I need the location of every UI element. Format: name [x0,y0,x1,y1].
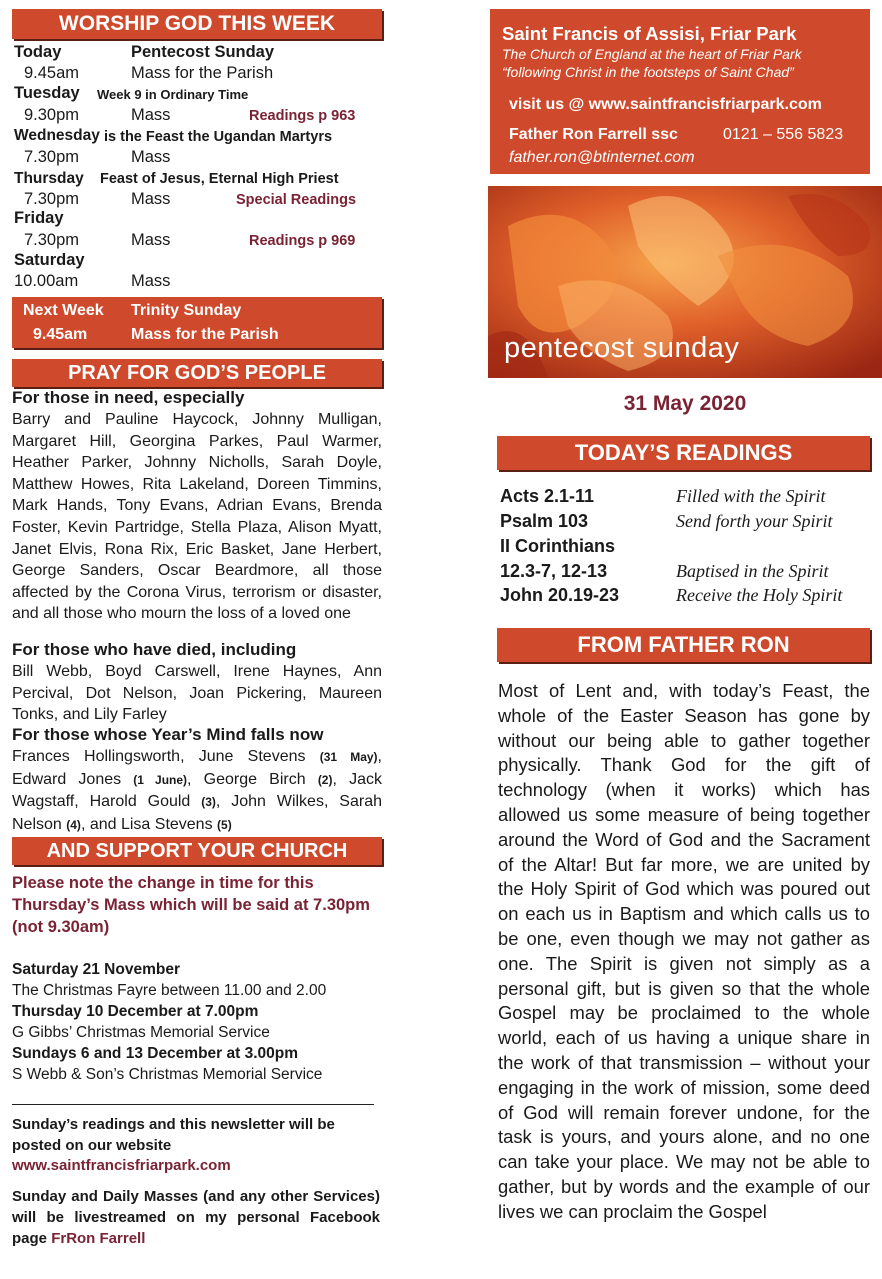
friday-time: 7.30pm [24,231,80,249]
reading-ref: John 20.19-23 [500,585,620,605]
reading-ref: II Corinthians [500,536,616,556]
died-heading: For those who have died, including [12,640,297,659]
thursday-day: Thursday [14,170,84,187]
father-ron-banner: FROM FATHER RON [497,628,870,662]
event-heading: Saturday 21 November [12,961,180,978]
died-names: Bill Webb, Boyd Carswell, Irene Haynes, Ann Percival, Dot Nelson, Joan Pickering, Maureen Tonks, and Lily Farley [12,663,382,724]
event-detail: The Christmas Fayre between 11.00 and 2.00 [12,982,327,999]
need-heading: For those in need, especially [12,388,245,407]
wednesday-day: Wednesday [14,127,100,144]
divider [12,1104,374,1105]
tuesday-service: Mass [131,106,171,124]
reading-theme: Filled with the Spirit [676,486,826,506]
today-service: Mass for the Parish [131,64,274,82]
priest-name: Father Ron Farrell ssc [509,126,678,143]
tuesday-readings: Readings p 963 [249,108,356,124]
next-week-label: Next Week [23,302,104,319]
friday-day: Friday [14,209,64,227]
reading-theme: Receive the Holy Spirit [676,585,843,605]
pray-banner: PRAY FOR GOD’S PEOPLE [12,359,382,387]
priest-email[interactable]: father.ron@btinternet.com [509,149,695,166]
date: 31 May 2020 [623,392,747,415]
saturday-service: Mass [131,272,171,290]
next-week-feast: Trinity Sunday [131,302,242,319]
today-feast: Pentecost Sunday [131,43,275,61]
thursday-note: Feast of Jesus, Eternal High Priest [100,171,339,187]
next-week-service: Mass for the Parish [131,326,279,343]
years-mind-heading: For those whose Year’s Mind falls now [12,725,324,744]
priest-phone: 0121 – 556 5823 [723,126,844,143]
tuesday-time: 9.30pm [24,106,80,124]
friday-readings: Readings p 969 [249,233,356,249]
saturday-day: Saturday [14,251,85,269]
facebook-link[interactable]: FrRon Farrell [51,1230,146,1247]
reading-theme: Send forth your Spirit [676,511,833,531]
today-time: 9.45am [24,64,80,82]
event-detail: S Webb & Son’s Christmas Memorial Service [12,1066,323,1083]
reading-ref: Acts 2.1-11 [500,486,595,506]
thursday-readings: Special Readings [236,192,357,208]
pentecost-image [488,186,882,378]
today-day: Today [14,43,62,61]
mass-time-notice: Please note the change in time for this Thursday’s Mass which will be said at 7.30pm (not 9.30am) [12,874,370,936]
church-name: Saint Francis of Assisi, Friar Park [502,23,797,44]
tuesday-day: Tuesday [14,84,80,102]
wednesday-note: is the Feast the Ugandan Martyrs [104,129,333,145]
event-heading: Sundays 6 and 13 December at 3.00pm [12,1045,299,1062]
years-mind-names: Frances Hollingsworth, June Stevens (31 May), Edward Jones (1 June), George Birch (2), Jack Wagstaff, Harold Gould (3), John Wilkes, Sarah Nelson (4), and Lisa Stevens (5) [12,748,382,833]
father-ron-letter: Most of Lent and, with today’s Feast, the whole of the Easter Season has gone by without our being able to gather together physically. Thank God for the gift of technology (when it works) which has allowed us some measure of being together around the Word of God and the Sacrament of the Altar! But far more, we are united by the Holy Spirit of God which was poured out on each us in Baptism and which calls us to be one, even though we may not gather as one. The Spirit is given not simply as a personal gift, but is given so that the whole Gospel may be proclaimed to the whole world, each of us having a unique share in the work of that transmission – without your engaging in the work of mission, some deed of God will remain forever undone, for the task is yours, and yours alone, and no one can take your place. We may not be able to gather, but by words and the example of our lives we can proclaim the Gospel [498,680,870,1222]
thursday-service: Mass [131,190,171,208]
website-link[interactable]: www.saintfrancisfriarpark.com [12,1157,231,1174]
event-detail: G Gibbs’ Christmas Memorial Service [12,1024,270,1041]
need-names: Barry and Pauline Haycock, Johnny Mulligan, Margaret Hill, Georgina Parkes, Paul Warmer, Heather Parker, Johnny Nicholls, Sarah Doyle, Matthew Howes, Rita Lakeland, Doreen Timmins, Mark Hands, Tony Evans, Adrian Evans, Brenda Foster, Kevin Partridge, Stella Plaza, Alison Myatt, Janet Elvis, Rona Rix, Eric Basket, Jane Herbert, George Sanders, Oscar Beardmore, all those affected by the Corona Virus, terrorism or disaster, and all those who mourn the loss of a loved one [12,411,382,623]
tagline-2: “following Christ in the footsteps of Saint Chad” [502,64,794,80]
image-caption: pentecost sunday [504,332,740,364]
reading-ref: Psalm 103 [500,511,589,531]
visit-website[interactable]: visit us @ www.saintfrancisfriarpark.com [509,96,822,113]
thursday-time: 7.30pm [24,190,80,208]
saturday-time: 10.00am [14,272,79,290]
worship-banner: WORSHIP GOD THIS WEEK [12,9,382,39]
support-banner: AND SUPPORT YOUR CHURCH [12,837,382,865]
website-note: Sunday’s readings and this newsletter will be posted on our website [12,1116,335,1154]
church-header [490,9,870,174]
tagline-1: The Church of England at the heart of Friar Park [502,46,802,62]
tuesday-note: Week 9 in Ordinary Time [97,87,249,102]
livestream-note: Sunday and Daily Masses (and any other Services) will be livestreamed on my personal Facebook page FrRon Farrell [12,1188,380,1247]
wednesday-service: Mass [131,148,171,166]
event-heading: Thursday 10 December at 7.00pm [12,1003,259,1020]
friday-service: Mass [131,231,171,249]
reading-theme: Baptised in the Spirit [676,561,829,581]
reading-ref: 12.3-7, 12-13 [500,561,608,581]
wednesday-time: 7.30pm [24,148,80,166]
next-week-time: 9.45am [33,326,88,343]
readings-banner: TODAY’S READINGS [497,436,870,470]
next-week-banner [12,297,382,348]
